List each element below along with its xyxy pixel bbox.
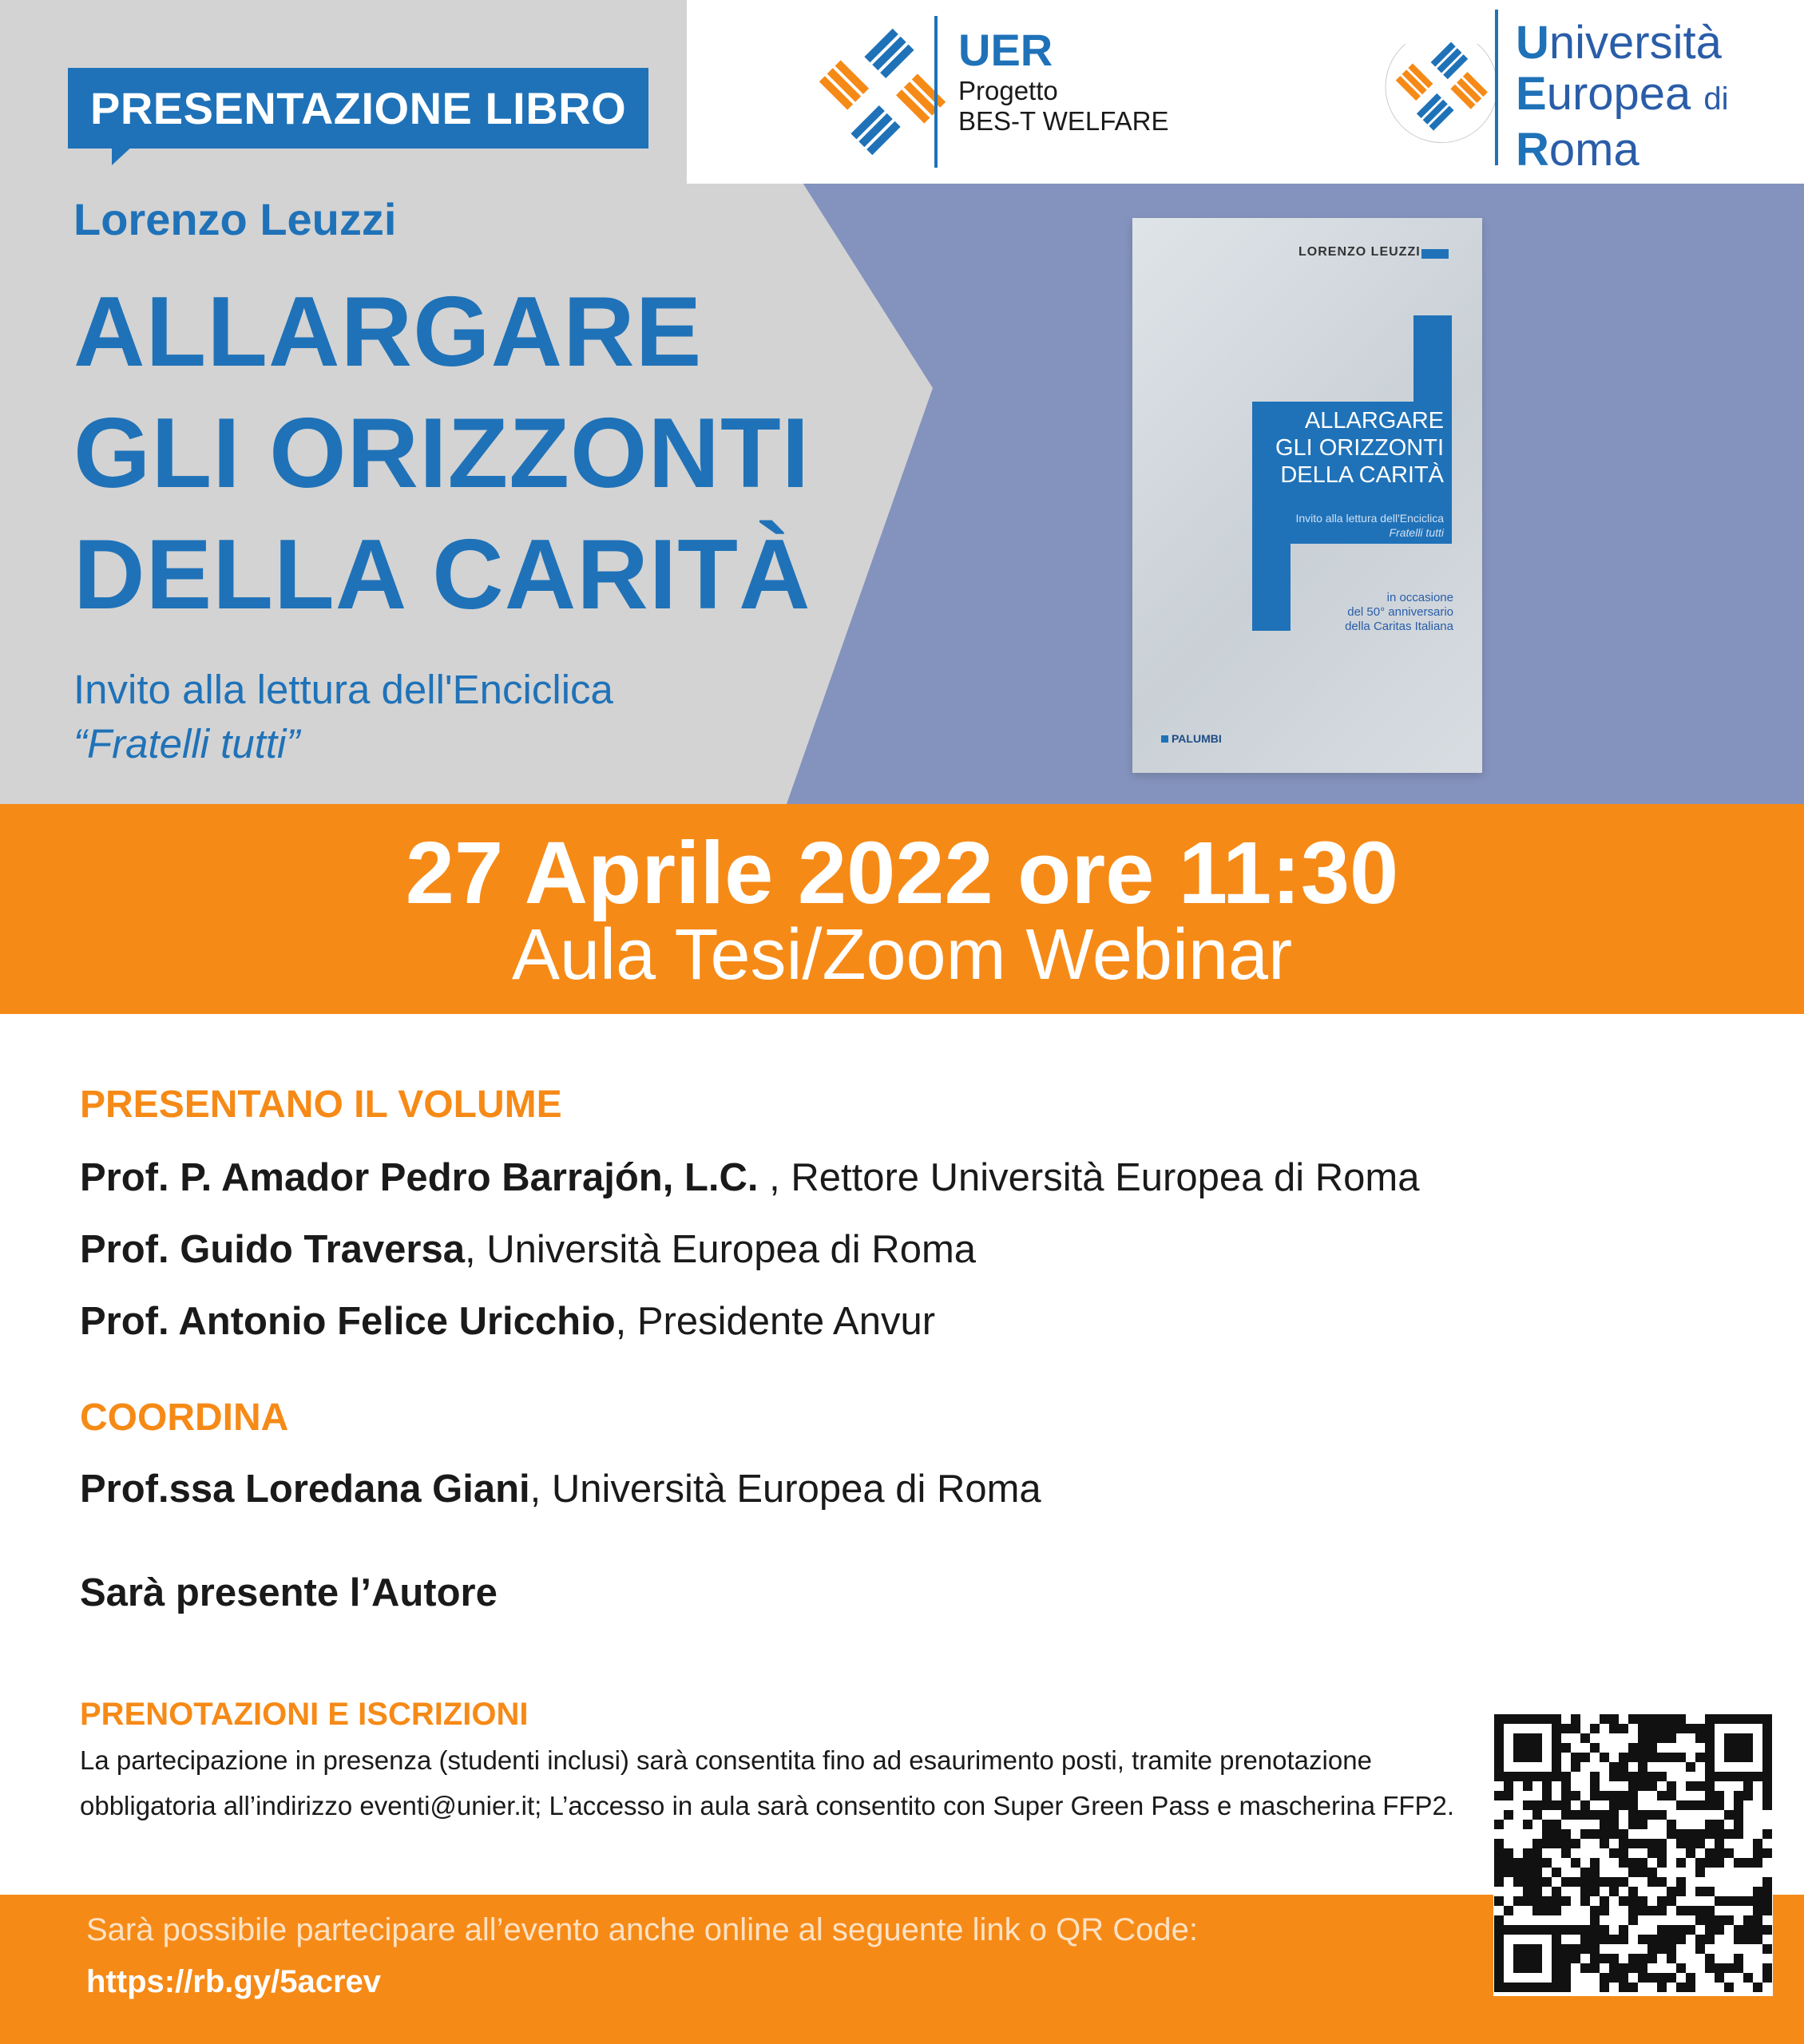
uni-initial: R bbox=[1516, 124, 1549, 176]
book-cover-occasion-line: in occasione bbox=[1386, 591, 1453, 604]
presenter-name: Prof. P. Amador Pedro Barrajón, L.C. bbox=[80, 1156, 759, 1199]
uer-project-label bbox=[958, 24, 1168, 137]
author-name: Lorenzo Leuzzi bbox=[73, 194, 397, 244]
book-cover-subtitle-line: Invito alla lettura dell'Enciclica bbox=[1295, 512, 1444, 525]
logo-divider bbox=[934, 16, 938, 168]
presenter-role: , Presidente Anvur bbox=[615, 1300, 936, 1343]
coordinator-name: Prof.ssa Loredana Giani bbox=[80, 1468, 530, 1511]
book-cover-title-line: GLI ORIZZONTI bbox=[1275, 435, 1444, 461]
book-cover-accent bbox=[1413, 315, 1452, 403]
book-cover-title bbox=[1252, 407, 1444, 489]
booking-line: obbligatoria all’indirizzo eventi@unier.it; L’accesso in aula sarà consentito con Super Green Pass e mascherina FFP2. bbox=[80, 1791, 1455, 1820]
subtitle-encyclical: “Fratelli tutti” bbox=[73, 721, 300, 766]
logo-divider bbox=[1495, 10, 1498, 165]
uni-word: niversità bbox=[1548, 17, 1722, 69]
title-line: ALLARGARE bbox=[73, 277, 703, 387]
presentation-badge: PRESENTAZIONE LIBRO bbox=[68, 68, 648, 149]
author-present-note: Sarà presente l’Autore bbox=[80, 1571, 498, 1614]
booking-line: La partecipazione in presenza (studenti inclusi) sarà consentita fino ad esaurimento posti, tramite prenotazione bbox=[80, 1745, 1372, 1775]
university-seal-icon bbox=[1374, 12, 1501, 168]
uer-project-name: BES-T WELFARE bbox=[958, 106, 1169, 136]
event-date: 27 Aprile 2022 ore 11:30 bbox=[405, 824, 1399, 922]
online-info: Sarà possibile partecipare all’evento anche online al seguente link o QR Code: bbox=[86, 1912, 1198, 1947]
booking-heading: PRENOTAZIONI E ISCRIZIONI bbox=[80, 1697, 529, 1732]
uni-initial: E bbox=[1516, 68, 1547, 120]
title-line: GLI ORIZZONTI bbox=[73, 398, 811, 509]
qr-code[interactable] bbox=[1493, 1709, 1773, 1996]
book-cover-occasion bbox=[1294, 591, 1453, 634]
badge-tail bbox=[112, 145, 134, 165]
book-cover-subtitle bbox=[1252, 511, 1444, 540]
event-venue: Aula Tesi/Zoom Webinar bbox=[511, 915, 1293, 995]
uni-word: oma bbox=[1548, 124, 1639, 176]
book-cover-occasion-line: del 50° anniversario bbox=[1347, 605, 1453, 619]
presenter-row bbox=[80, 1155, 1419, 1200]
book-cover-publisher-mark bbox=[1161, 735, 1168, 743]
book-cover-author: LORENZO LEUZZI bbox=[1298, 245, 1421, 259]
presenter-row bbox=[80, 1299, 935, 1344]
book-cover-title-line: ALLARGARE bbox=[1304, 408, 1444, 434]
university-name bbox=[1516, 18, 1729, 176]
presenter-role: , Università Europea di Roma bbox=[465, 1228, 977, 1271]
presenters-heading: PRESENTANO IL VOLUME bbox=[80, 1083, 562, 1126]
book-cover-accent bbox=[1252, 543, 1291, 631]
presenter-name: Prof. Guido Traversa bbox=[80, 1228, 465, 1271]
uni-word: di bbox=[1703, 81, 1729, 117]
book-cover-title-line: DELLA CARITÀ bbox=[1280, 462, 1444, 488]
book-cover-accent bbox=[1421, 249, 1449, 259]
book-cover-publisher: PALUMBI bbox=[1172, 732, 1222, 745]
coordinator-heading: COORDINA bbox=[80, 1396, 289, 1439]
coordinator-row bbox=[80, 1467, 1041, 1511]
uer-abbr: UER bbox=[958, 25, 1053, 75]
online-link[interactable]: https://rb.gy/5acrev bbox=[86, 1964, 382, 1999]
presenter-row bbox=[80, 1227, 976, 1272]
uni-word: uropea bbox=[1546, 68, 1691, 120]
subtitle-line: Invito alla lettura dell'Enciclica bbox=[73, 667, 613, 712]
book-cover-occasion-line: della Caritas Italiana bbox=[1345, 620, 1453, 633]
uer-weave-logo-icon bbox=[815, 24, 950, 160]
uer-project: Progetto bbox=[958, 76, 1058, 105]
title-line: DELLA CARITÀ bbox=[73, 520, 811, 630]
book-title bbox=[73, 271, 811, 636]
uni-initial: U bbox=[1516, 17, 1549, 69]
presenter-name: Prof. Antonio Felice Uricchio bbox=[80, 1300, 616, 1343]
booking-text bbox=[80, 1737, 1454, 1828]
coordinator-role: , Università Europea di Roma bbox=[529, 1468, 1041, 1511]
presenter-role: , Rettore Università Europea di Roma bbox=[758, 1156, 1420, 1199]
qr-code-icon bbox=[1493, 1709, 1773, 1996]
book-cover-subtitle-line: Fratelli tutti bbox=[1389, 526, 1444, 539]
book-subtitle bbox=[73, 663, 613, 771]
